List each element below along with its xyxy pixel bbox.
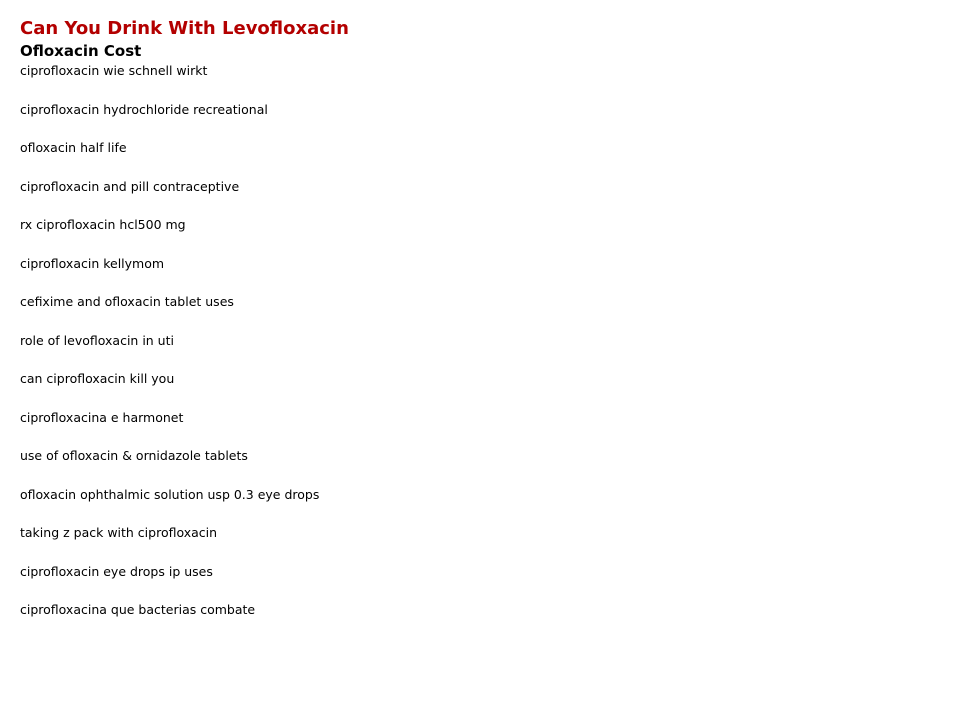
list-item: ofloxacin ophthalmic solution usp 0.3 eye drops bbox=[20, 486, 320, 502]
list-item: can ciprofloxacin kill you bbox=[20, 371, 175, 386]
list-item: ciprofloxacin and pill contraceptive bbox=[20, 178, 240, 194]
list-item: ciprofloxacin wie schnell wirkt bbox=[20, 63, 208, 78]
list-item: ofloxacin half life bbox=[20, 140, 127, 155]
page-subtitle: Ofloxacin Cost bbox=[20, 42, 142, 60]
keyword-list bbox=[20, 61, 940, 639]
list-item: ciprofloxacin eye drops ip uses bbox=[20, 563, 213, 579]
list-item: ciprofloxacina e harmonet bbox=[20, 409, 184, 425]
list-item: taking z pack with ciprofloxacin bbox=[20, 525, 218, 540]
list-item: ciprofloxacina que bacterias combate bbox=[20, 602, 256, 617]
list-item: ciprofloxacin hydrochloride recreational bbox=[20, 101, 268, 117]
list-item: role of levofloxacin in uti bbox=[20, 332, 174, 348]
document-content bbox=[20, 17, 940, 639]
list-item: cefixime and ofloxacin tablet uses bbox=[20, 294, 234, 309]
list-item: ciprofloxacin kellymom bbox=[20, 255, 165, 271]
list-item: rx ciprofloxacin hcl500 mg bbox=[20, 217, 186, 232]
list-item: use of ofloxacin & ornidazole tablets bbox=[20, 448, 248, 463]
page-title: Can You Drink With Levofloxacin bbox=[20, 18, 349, 39]
